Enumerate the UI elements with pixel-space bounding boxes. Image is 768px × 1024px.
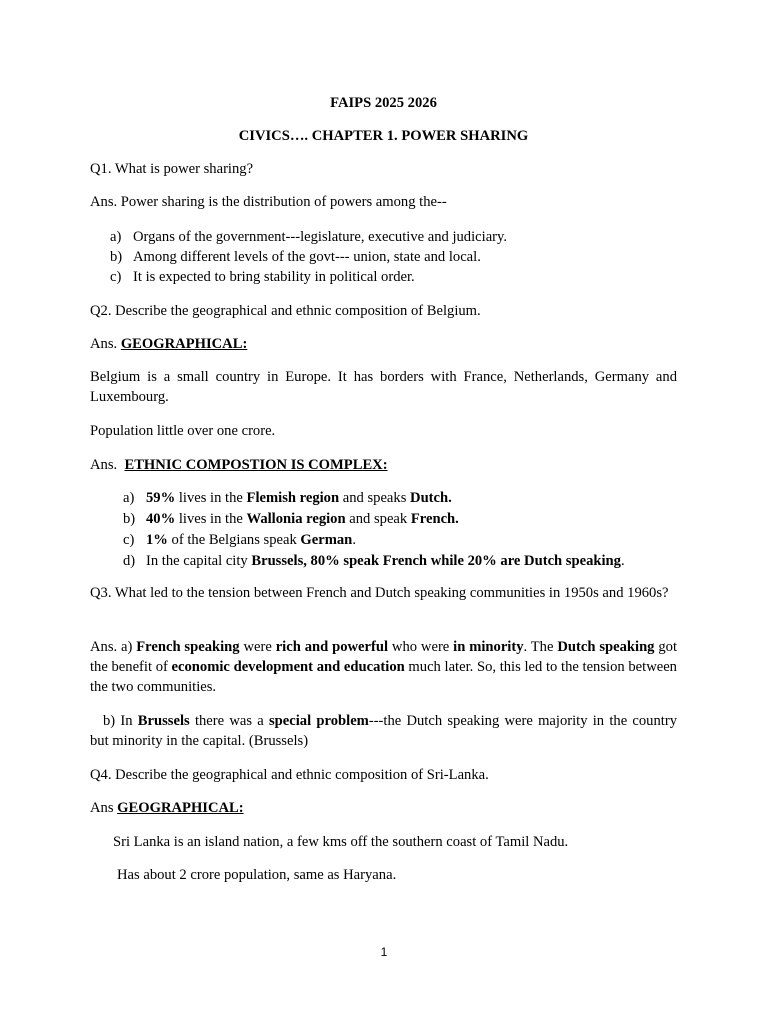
list-text: lives in the bbox=[175, 490, 247, 506]
bold-text: in minority bbox=[453, 639, 524, 655]
q1-answer: Ans. Power sharing is the distribution of powers among the-- bbox=[90, 194, 447, 210]
bold-text: Dutch. bbox=[410, 490, 452, 506]
list-marker: c) bbox=[110, 269, 122, 285]
q2-geo-heading-line bbox=[90, 334, 677, 354]
q4-line-2: Has about 2 crore population, same as Haryana. bbox=[117, 867, 397, 883]
q1-question: Q1. What is power sharing? bbox=[90, 161, 254, 177]
list-text: Among different levels of the govt--- union, state and local. bbox=[133, 249, 481, 265]
q1-list-item bbox=[110, 267, 670, 287]
list-text: Organs of the government---legislature, executive and judiciary. bbox=[133, 229, 508, 245]
list-text: It is expected to bring stability in political order. bbox=[133, 269, 415, 285]
list-text: In the capital city bbox=[146, 553, 252, 569]
q3-answer-b bbox=[90, 711, 677, 751]
bold-text: 1% bbox=[146, 532, 168, 548]
answer-text: . The bbox=[523, 639, 558, 655]
bold-text: French speaking bbox=[136, 639, 240, 655]
q4-question: Q4. Describe the geographical and ethnic composition of Sri-Lanka. bbox=[90, 767, 489, 783]
list-text: . bbox=[620, 553, 625, 569]
bold-text: Brussels bbox=[137, 713, 190, 729]
answer-text: Ans. a) bbox=[90, 639, 137, 655]
answer-text: b) In bbox=[103, 713, 138, 729]
bold-text: rich and powerful bbox=[275, 639, 389, 655]
bold-text: 40% bbox=[146, 511, 176, 527]
answer-text: there was a bbox=[189, 713, 269, 729]
list-marker: d) bbox=[123, 553, 136, 569]
bold-text: 59% bbox=[146, 490, 176, 506]
list-text: . bbox=[352, 532, 356, 548]
bold-text: French. bbox=[410, 511, 459, 527]
q4-geo-heading-line bbox=[90, 798, 677, 818]
q2-population: Population little over one crore. bbox=[90, 423, 276, 439]
list-marker: a) bbox=[123, 490, 135, 506]
chapter-title: CIVICS…. CHAPTER 1. POWER SHARING bbox=[238, 128, 529, 144]
list-marker: b) bbox=[110, 249, 123, 265]
q2-ethnic-heading-line bbox=[90, 455, 677, 475]
q2-question: Q2. Describe the geographical and ethnic composition of Belgium. bbox=[90, 303, 481, 319]
q2-list-item bbox=[123, 488, 683, 508]
q2-list-item bbox=[123, 530, 683, 550]
list-marker: a) bbox=[110, 229, 122, 245]
q1-list-item bbox=[110, 247, 670, 267]
list-text: lives in the bbox=[175, 511, 247, 527]
page-number: 1 bbox=[380, 945, 388, 959]
school-title: FAIPS 2025 2026 bbox=[330, 95, 437, 111]
q3-answer-a bbox=[90, 637, 677, 697]
answer-text: ---the Dutch speaking were majority in the country but minority in the capital. (Brussels) bbox=[90, 713, 677, 749]
list-text: and speak bbox=[345, 511, 411, 527]
bold-text: economic development and education bbox=[171, 659, 405, 675]
answer-prefix: Ans bbox=[90, 800, 114, 816]
bold-text: Flemish region bbox=[246, 490, 340, 506]
answer-prefix: Ans. bbox=[90, 336, 118, 352]
q2-geo-text: Belgium is a small country in Europe. It has borders with France, Netherlands, Germany and Luxembourg. bbox=[90, 369, 677, 405]
bold-text: German bbox=[300, 532, 353, 548]
geographical-heading: GEOGRAPHICAL: bbox=[120, 336, 248, 352]
geographical-heading: GEOGRAPHICAL: bbox=[117, 800, 244, 816]
q3-question: Q3. What led to the tension between French and Dutch speaking communities in 1950s and 1960s? bbox=[90, 585, 669, 601]
list-marker: c) bbox=[123, 532, 135, 548]
answer-text: were bbox=[239, 639, 276, 655]
answer-text: who were bbox=[388, 639, 454, 655]
bold-text: Brussels, 80% speak French while 20% are Dutch speaking bbox=[251, 553, 621, 569]
list-text: of the Belgians speak bbox=[167, 532, 301, 548]
q2-list-item bbox=[123, 551, 683, 571]
answer-text: got the benefit of bbox=[90, 639, 678, 675]
q2-list-item bbox=[123, 509, 683, 529]
ethnic-heading: ETHNIC COMPOSTION IS COMPLEX: bbox=[124, 457, 388, 473]
q4-line-1: Sri Lanka is an island nation, a few kms off the southern coast of Tamil Nadu. bbox=[113, 834, 569, 850]
bold-text: Dutch speaking bbox=[557, 639, 655, 655]
bold-text: Wallonia region bbox=[246, 511, 346, 527]
q1-list-item bbox=[110, 227, 670, 247]
answer-text: much later. So, this led to the tension between the two communities. bbox=[90, 659, 677, 695]
bold-text: special problem bbox=[269, 713, 369, 729]
answer-prefix: Ans. bbox=[90, 457, 118, 473]
list-marker: b) bbox=[123, 511, 136, 527]
list-text: and speaks bbox=[339, 490, 411, 506]
